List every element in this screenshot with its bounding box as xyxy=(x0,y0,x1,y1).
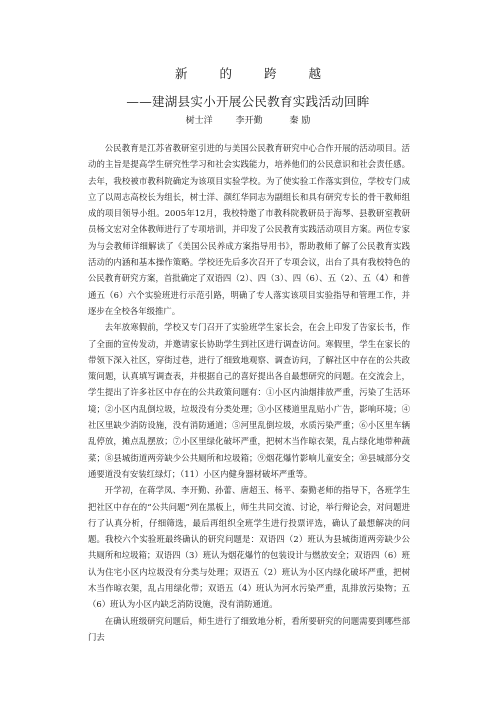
author-name: 秦 励 xyxy=(289,116,311,126)
article-title: 新 的 跨 越 xyxy=(175,66,335,81)
author-name: 树士洋 xyxy=(185,116,213,126)
article-subtitle: ——建湖县实小开展公民教育实践活动回眸 xyxy=(126,94,370,109)
body-paragraph: 开学初，在蒋学凤、李开勤、孙蕾、唐超玉、杨平、秦勤老师的指导下，各班学生把社区中存在的“公共问题”列在黑板上，师生共同交流、讨论，举行辩论会，对问题进行了认真分析，仔细筛选，最后再组织全班学生进行投票评选，确认了最想解决的问题。我校六个实验班最终确认的研究问题是：双语四（2）班认为县城街道两旁缺少公共厕所和垃圾箱；双语四（3）班认为烟花爆竹的包装设计与燃放安全；双语四（6）班认为住宅小区内垃圾没有分类与处理；双语五（2）班认为小区内绿化破坏严重，把树木当作晾衣架，乱占用绿化带；双语五（4）班认为河水污染严重，乱排放污染物；五（6）班认为小区内缺乏消防设施，没有消防通道。 xyxy=(88,485,410,610)
author-name: 李开勤 xyxy=(235,116,263,126)
body-paragraph: 公民教育是江苏省教研室引进的与美国公民教育研究中心合作开展的活动项目。活动的主旨是提高学生研究性学习和社会实践能力，培养他们的公民意识和社会责任感。去年，我校被市教科院确定为该项目实验学校。为了使实验工作落实到位，学校专门成立了以周志高校长为组长，树士洋、颜红华同志为副组长和具有研究专长的骨干教师组成的项目领导小组。2005年12月，我校特邀了市教科院教研员于海琴、县教研室教研员杨文宏对全体教师进行了专项培训，并印发了公民教育实践活动项目方案。两位专家为与会教师详细解读了《美国公民养成方案指导用书》，帮助教师了解了公民教育实践活动的内涵和基本操作策略。学校还先后多次召开了专项会议，出台了具有我校特色的公民教育研究方案，首批确定了双语四（2）、四（3）、四（6）、五（2）、五（4）和普通五（6）六个实验班进行示范引路，明确了专人落实该项目实验指导和管理工作，并逐步在全校各年级推广。 xyxy=(88,143,410,316)
body-paragraph: 去年放寒假前，学校又专门召开了实验班学生家长会，在会上印发了告家长书，作了全面的宣传发动，并邀请家长协助学生到社区进行调查访问。寒假里，学生在家长的带领下深入社区，穿街过巷，进行了细致地观察、调查访问，了解社区中存在的公共政策问题，认真填写调查表，并根据自己的喜好提出各自最想研究的问题。在交流会上，学生提出了许多社区中存在的公共政策问题有：①小区内油烟排放严重，污染了生活环境；②小区内乱倒垃圾，垃圾没有分类处理；③小区楼道里乱贴小广告，影响环境；④社区里缺少消防设施，没有消防通道；⑤河里乱倒垃圾，水质污染严重；⑥小区里车辆乱停放，摊点乱摆放；⑦小区里绿化破坏严重，把树木当作晾衣架，乱占绿化地带种蔬菜；⑧县城街道两旁缺少公共厕所和垃圾箱；⑨烟花爆竹影响儿童安全；⑩县城部分交通要道没有安装红绿灯；（11）小区内健身器材破坏严重等。 xyxy=(88,322,410,479)
author-line xyxy=(0,113,496,126)
body-paragraph: 在确认班级研究问题后，师生进行了细致地分析，看所要研究的问题需要到哪些部门去 xyxy=(88,615,410,642)
article-body xyxy=(88,140,410,645)
